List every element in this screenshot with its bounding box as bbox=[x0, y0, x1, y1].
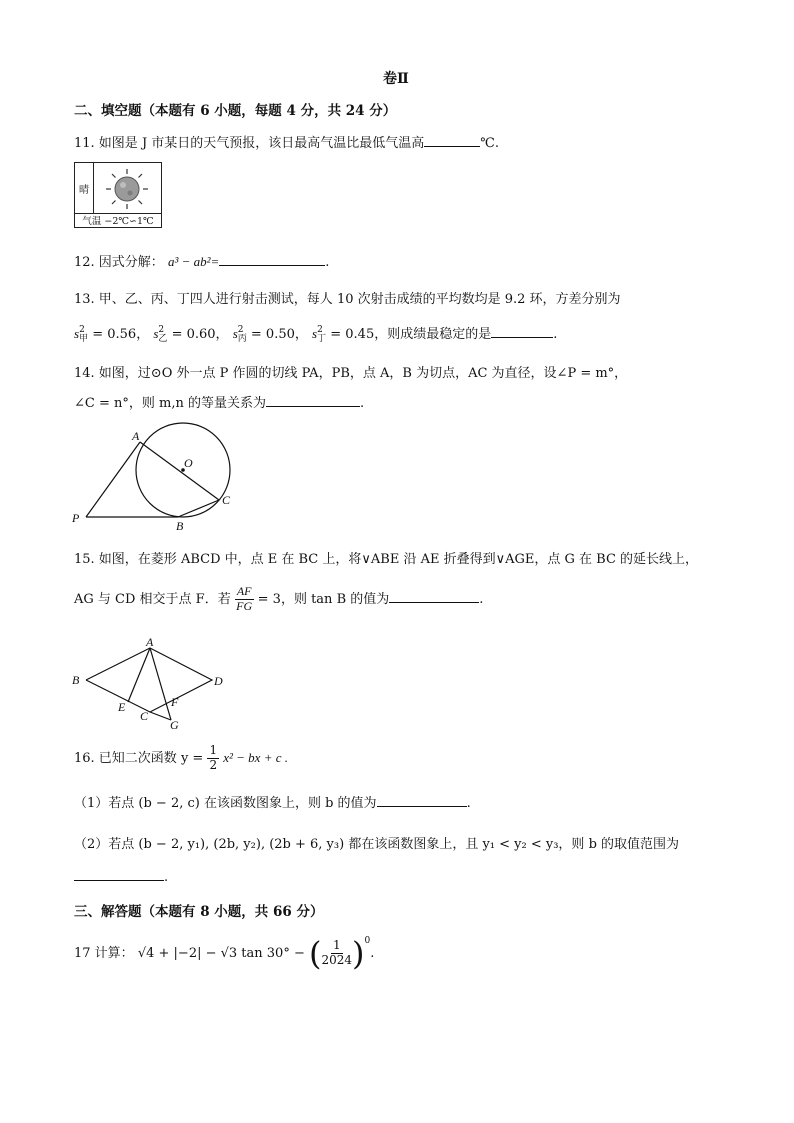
question-15-end: . bbox=[479, 591, 484, 607]
answer-blank-16-1[interactable] bbox=[377, 794, 467, 807]
label-p: P bbox=[72, 511, 80, 525]
tangent-pa bbox=[86, 442, 140, 517]
question-16-line1 bbox=[74, 744, 288, 773]
rhombus-abcd bbox=[86, 648, 212, 712]
question-16-part2: （2）若点 (b − 2, y₁), (2b, y₂), (2b + 6, y₃) 都在该函数图象上，且 y₁ < y₂ < y₃，则 b 的取值范围为 bbox=[74, 837, 680, 852]
label-f: F bbox=[171, 695, 179, 709]
question-11 bbox=[74, 132, 499, 151]
fraction-af-fg bbox=[235, 585, 254, 614]
variance-sub-ding: 丁 bbox=[317, 333, 327, 344]
page-title: 卷Ⅱ bbox=[383, 71, 409, 87]
fraction-one-half bbox=[207, 744, 219, 773]
question-12-expression: a³ − ab²= bbox=[167, 254, 220, 269]
answer-blank-13[interactable] bbox=[491, 325, 553, 338]
left-paren: ( bbox=[309, 934, 322, 973]
fraction-numerator: AF bbox=[236, 584, 252, 598]
figure-rhombus bbox=[66, 636, 236, 732]
question-12-end: . bbox=[325, 255, 330, 270]
question-16-part1-end: . bbox=[466, 796, 471, 811]
label-b: B bbox=[176, 519, 184, 532]
variance-bing: = 0.50， bbox=[250, 327, 308, 342]
segment-cg bbox=[150, 712, 171, 720]
question-11-text: 11. 如图是 J 市某日的天气预报，该日最高气温比最低气温高 bbox=[74, 136, 425, 151]
question-17 bbox=[74, 934, 375, 973]
question-12-text: 12. 因式分解： bbox=[74, 255, 164, 270]
question-15-line2-b: = 3，则 tan B 的值为 bbox=[257, 591, 390, 607]
question-16-part1-text: （1）若点 (b − 2, c) 在该函数图象上，则 b 的值为 bbox=[74, 796, 377, 811]
variance-yi: = 0.60， bbox=[171, 327, 229, 342]
segment-ae bbox=[128, 648, 150, 702]
question-13-line2: s 2 甲 = 0.56， s 2 乙 = 0.60， s 2 丙 = 0.50， s 2 丁 = 0.45，则成绩最稳定的是 . bbox=[74, 324, 558, 344]
answer-blank-14[interactable] bbox=[266, 394, 360, 407]
question-13-line1: 13. 甲、乙、丙、丁四人进行射击测试，每人 10 次射击成绩的平均数均是 9.2 环，方差分别为 bbox=[74, 292, 621, 307]
weather-day-cell bbox=[75, 163, 94, 213]
fraction-numerator: 1 bbox=[209, 743, 218, 757]
question-14-end: . bbox=[359, 396, 365, 411]
question-15-line1: 15. 如图，在菱形 ABCD 中，点 E 在 BC 上，将∨ABE 沿 AE 折叠得到∨AGE，点 G 在 BC 的延长线上， bbox=[74, 552, 699, 567]
weather-temp-label: 气温 −2℃∽1℃ bbox=[75, 213, 161, 229]
fraction-numerator: 1 bbox=[332, 938, 341, 953]
question-12 bbox=[74, 251, 329, 270]
variance-symbol: s bbox=[74, 326, 80, 341]
question-13-tail: 则成绩最稳定的是 bbox=[387, 327, 492, 342]
question-17-end: . bbox=[370, 946, 375, 961]
question-16-part2-end: . bbox=[164, 870, 169, 885]
answer-blank-15[interactable] bbox=[389, 590, 479, 603]
label-o: O bbox=[184, 456, 193, 470]
label-c: C bbox=[222, 493, 231, 507]
label-e: E bbox=[118, 700, 126, 714]
label-b: B bbox=[72, 673, 80, 687]
weather-day-label: 晴 bbox=[79, 185, 89, 196]
diameter-ac bbox=[140, 442, 219, 500]
label-g: G bbox=[170, 718, 179, 732]
fraction-denominator: 2024 bbox=[321, 953, 353, 967]
question-16-text-b: x² − bx + c . bbox=[223, 749, 288, 765]
question-16-text-a: 16. 已知二次函数 y = bbox=[74, 750, 204, 766]
question-15-line2-a: AG 与 CD 相交于点 F．若 bbox=[74, 591, 231, 607]
question-15-line2 bbox=[74, 585, 483, 614]
question-14-line1: 14. 如图，过⊙O 外一点 P 作圆的切线 PA，PB，点 A，B 为切点，AC 为直径，设∠P = m°， bbox=[74, 366, 628, 381]
variance-sup: 2 bbox=[79, 324, 85, 335]
section-heading-solutions: 三、解答题（本题有 8 小题，共 66 分） bbox=[74, 904, 324, 920]
section-heading-fill-in: 二、填空题（本题有 6 小题，每题 4 分，共 24 分） bbox=[74, 103, 397, 119]
weather-forecast-box bbox=[74, 162, 162, 228]
label-d: D bbox=[214, 674, 223, 688]
variance-ding: = 0.45， bbox=[330, 327, 388, 342]
label-a: A bbox=[132, 429, 140, 443]
figure-circle-tangents bbox=[66, 420, 246, 532]
answer-blank-16-2[interactable] bbox=[74, 868, 164, 881]
variance-sub-bing: 丙 bbox=[237, 333, 247, 344]
fraction-1-2024 bbox=[321, 939, 352, 968]
variance-sub-yi: 乙 bbox=[158, 333, 168, 344]
fraction-denominator: 2 bbox=[209, 757, 218, 772]
question-13-end: . bbox=[553, 327, 558, 342]
sun-icon bbox=[103, 167, 151, 211]
variance-jia: = 0.56， bbox=[92, 327, 150, 342]
question-14-line2 bbox=[74, 392, 364, 411]
segment-ag bbox=[150, 648, 171, 720]
exponent-zero: 0 bbox=[364, 936, 371, 946]
answer-blank-11[interactable] bbox=[424, 134, 480, 147]
question-11-unit: ℃. bbox=[480, 136, 499, 151]
label-c: C bbox=[140, 709, 149, 723]
answer-blank-12[interactable] bbox=[219, 253, 325, 266]
question-16-part2-answer bbox=[74, 868, 168, 885]
variance-sub-jia: 甲 bbox=[79, 333, 89, 344]
question-17-text: 17 计算： bbox=[74, 946, 134, 961]
question-17-expression: √4 + |−2| − √3 tan 30° − bbox=[137, 946, 305, 961]
right-paren: ) bbox=[352, 934, 365, 973]
label-a: A bbox=[146, 636, 154, 649]
question-16-part1 bbox=[74, 792, 471, 811]
question-14-line2-text: ∠C = n°，则 m,n 的等量关系为 bbox=[74, 396, 266, 411]
fraction-denominator: FG bbox=[236, 598, 253, 613]
